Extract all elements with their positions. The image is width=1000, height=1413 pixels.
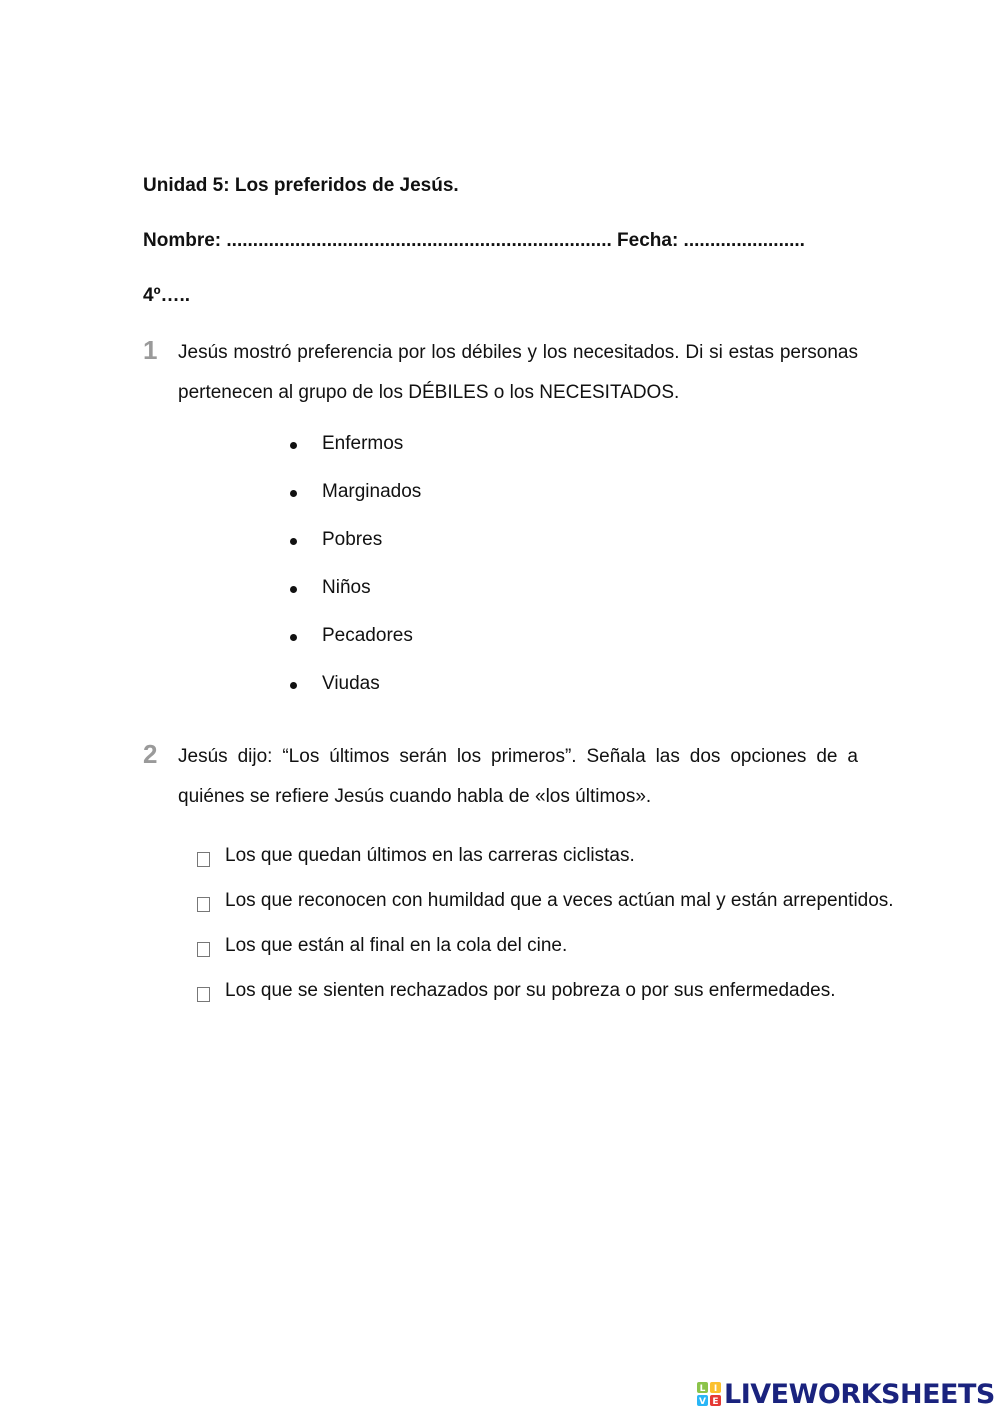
brand-name: LIVEWORKSHEETS: [724, 1378, 995, 1410]
question-2-text: Jesús dijo: “Los últimos serán los primeros”. Señala las dos opciones de a quiénes se refiere Jesús cuando habla de «los últimos».: [178, 746, 858, 807]
list-item: [290, 577, 421, 625]
option-label: Los que reconocen con humildad que a veces actúan mal y están arrepentidos.: [225, 890, 894, 911]
question-2-options: [197, 845, 903, 1025]
option-checkbox[interactable]: [197, 987, 210, 1002]
question-1-number: 1: [143, 335, 158, 365]
bullet-icon: [290, 586, 297, 593]
option-label: Los que están al final en la cola del cine.: [225, 935, 568, 956]
svg-text:I: I: [713, 1384, 718, 1394]
option-item: [197, 980, 903, 1013]
option-item: [197, 845, 903, 878]
option-item: [197, 890, 903, 923]
list-item-label: Pobres: [322, 529, 383, 550]
bullet-icon: [290, 634, 297, 641]
svg-text:E: E: [712, 1397, 719, 1406]
list-item-label: Niños: [322, 577, 371, 598]
liveworksheets-brand: [697, 1379, 995, 1409]
question-1-list: [290, 433, 421, 721]
question-2-number: 2: [143, 739, 158, 769]
list-item: [290, 529, 421, 577]
option-checkbox[interactable]: [197, 897, 210, 912]
liveworksheets-logo-icon: [697, 1382, 721, 1406]
option-checkbox[interactable]: [197, 942, 210, 957]
option-label: Los que se sienten rechazados por su pobreza o por sus enfermedades.: [225, 980, 836, 1001]
svg-text:L: L: [699, 1384, 706, 1394]
list-item: [290, 673, 421, 721]
list-item-label: Pecadores: [322, 625, 413, 646]
bullet-icon: [290, 682, 297, 689]
worksheet-title: Unidad 5: Los preferidos de Jesús.: [143, 175, 459, 196]
name-date-line: Nombre: ......................................................................... Fecha: .......................: [143, 230, 805, 251]
list-item-label: Viudas: [322, 673, 380, 694]
list-item-label: Enfermos: [322, 433, 404, 454]
bullet-icon: [290, 490, 297, 497]
question-1-text: Jesús mostró preferencia por los débiles y los necesitados. Di si estas personas pertenecen al grupo de los DÉBILES o los NECESITADOS.: [178, 342, 858, 403]
option-item: [197, 935, 903, 968]
grade-line: 4º…..: [143, 285, 191, 306]
svg-text:V: V: [699, 1397, 706, 1406]
list-item: [290, 433, 421, 481]
bullet-icon: [290, 442, 297, 449]
bullet-icon: [290, 538, 297, 545]
list-item-label: Marginados: [322, 481, 422, 502]
list-item: [290, 625, 421, 673]
option-checkbox[interactable]: [197, 852, 210, 867]
option-label: Los que quedan últimos en las carreras ciclistas.: [225, 845, 635, 866]
list-item: [290, 481, 421, 529]
